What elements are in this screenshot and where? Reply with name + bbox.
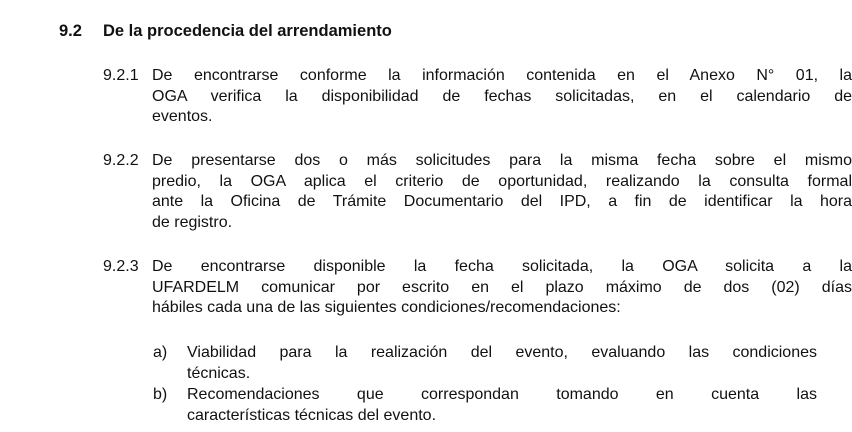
list-item-line: Recomendaciones que correspondan tomando en cuenta las: [187, 386, 817, 403]
clause-text: [152, 151, 852, 233]
clause-line: De presentarse dos o más solicitudes para la misma fecha sobre el mismo: [152, 152, 852, 169]
section-heading: [59, 20, 392, 42]
clause-number: 9.2.3: [103, 258, 139, 275]
clause-line: eventos.: [152, 108, 213, 125]
list-item-letter: a): [153, 344, 168, 361]
clause-number: 9.2.1: [103, 67, 139, 84]
list-item-text: [187, 385, 817, 426]
clause-line: De encontrarse disponible la fecha solicitada, la OGA solicita a la: [152, 258, 852, 275]
list-item-line: características técnicas del evento.: [187, 406, 437, 424]
list-item-line: Viabilidad para la realización del evento, evaluando las condiciones: [187, 344, 817, 361]
section-number: 9.2: [59, 22, 82, 40]
clause-line: De encontrarse conforme la información contenida en el Anexo N° 01, la: [152, 67, 852, 84]
clause-line: UFARDELM comunicar por escrito en el plazo máximo de dos (02) días: [152, 278, 852, 296]
clause-text: [152, 257, 852, 319]
clause-text: [152, 66, 852, 128]
clause-line: predio, la OGA aplica el criterio de oportunidad, realizando la consulta formal: [152, 172, 852, 190]
clause-line: OGA verifica la disponibilidad de fechas solicitadas, en el calendario de: [152, 87, 852, 105]
clause-line: de registro.: [152, 213, 233, 231]
list-item-letter: b): [153, 386, 168, 403]
clause-line: ante la Oficina de Trámite Documentario del IPD, a fin de identificar la hora: [152, 193, 852, 210]
list-item-text: [187, 343, 817, 384]
clause-number: 9.2.2: [103, 152, 139, 169]
section-title: De la procedencia del arrendamiento: [103, 22, 392, 40]
clause-line: hábiles cada una de las siguientes condiciones/recomendaciones:: [152, 299, 621, 316]
list-item-line: técnicas.: [187, 364, 251, 382]
